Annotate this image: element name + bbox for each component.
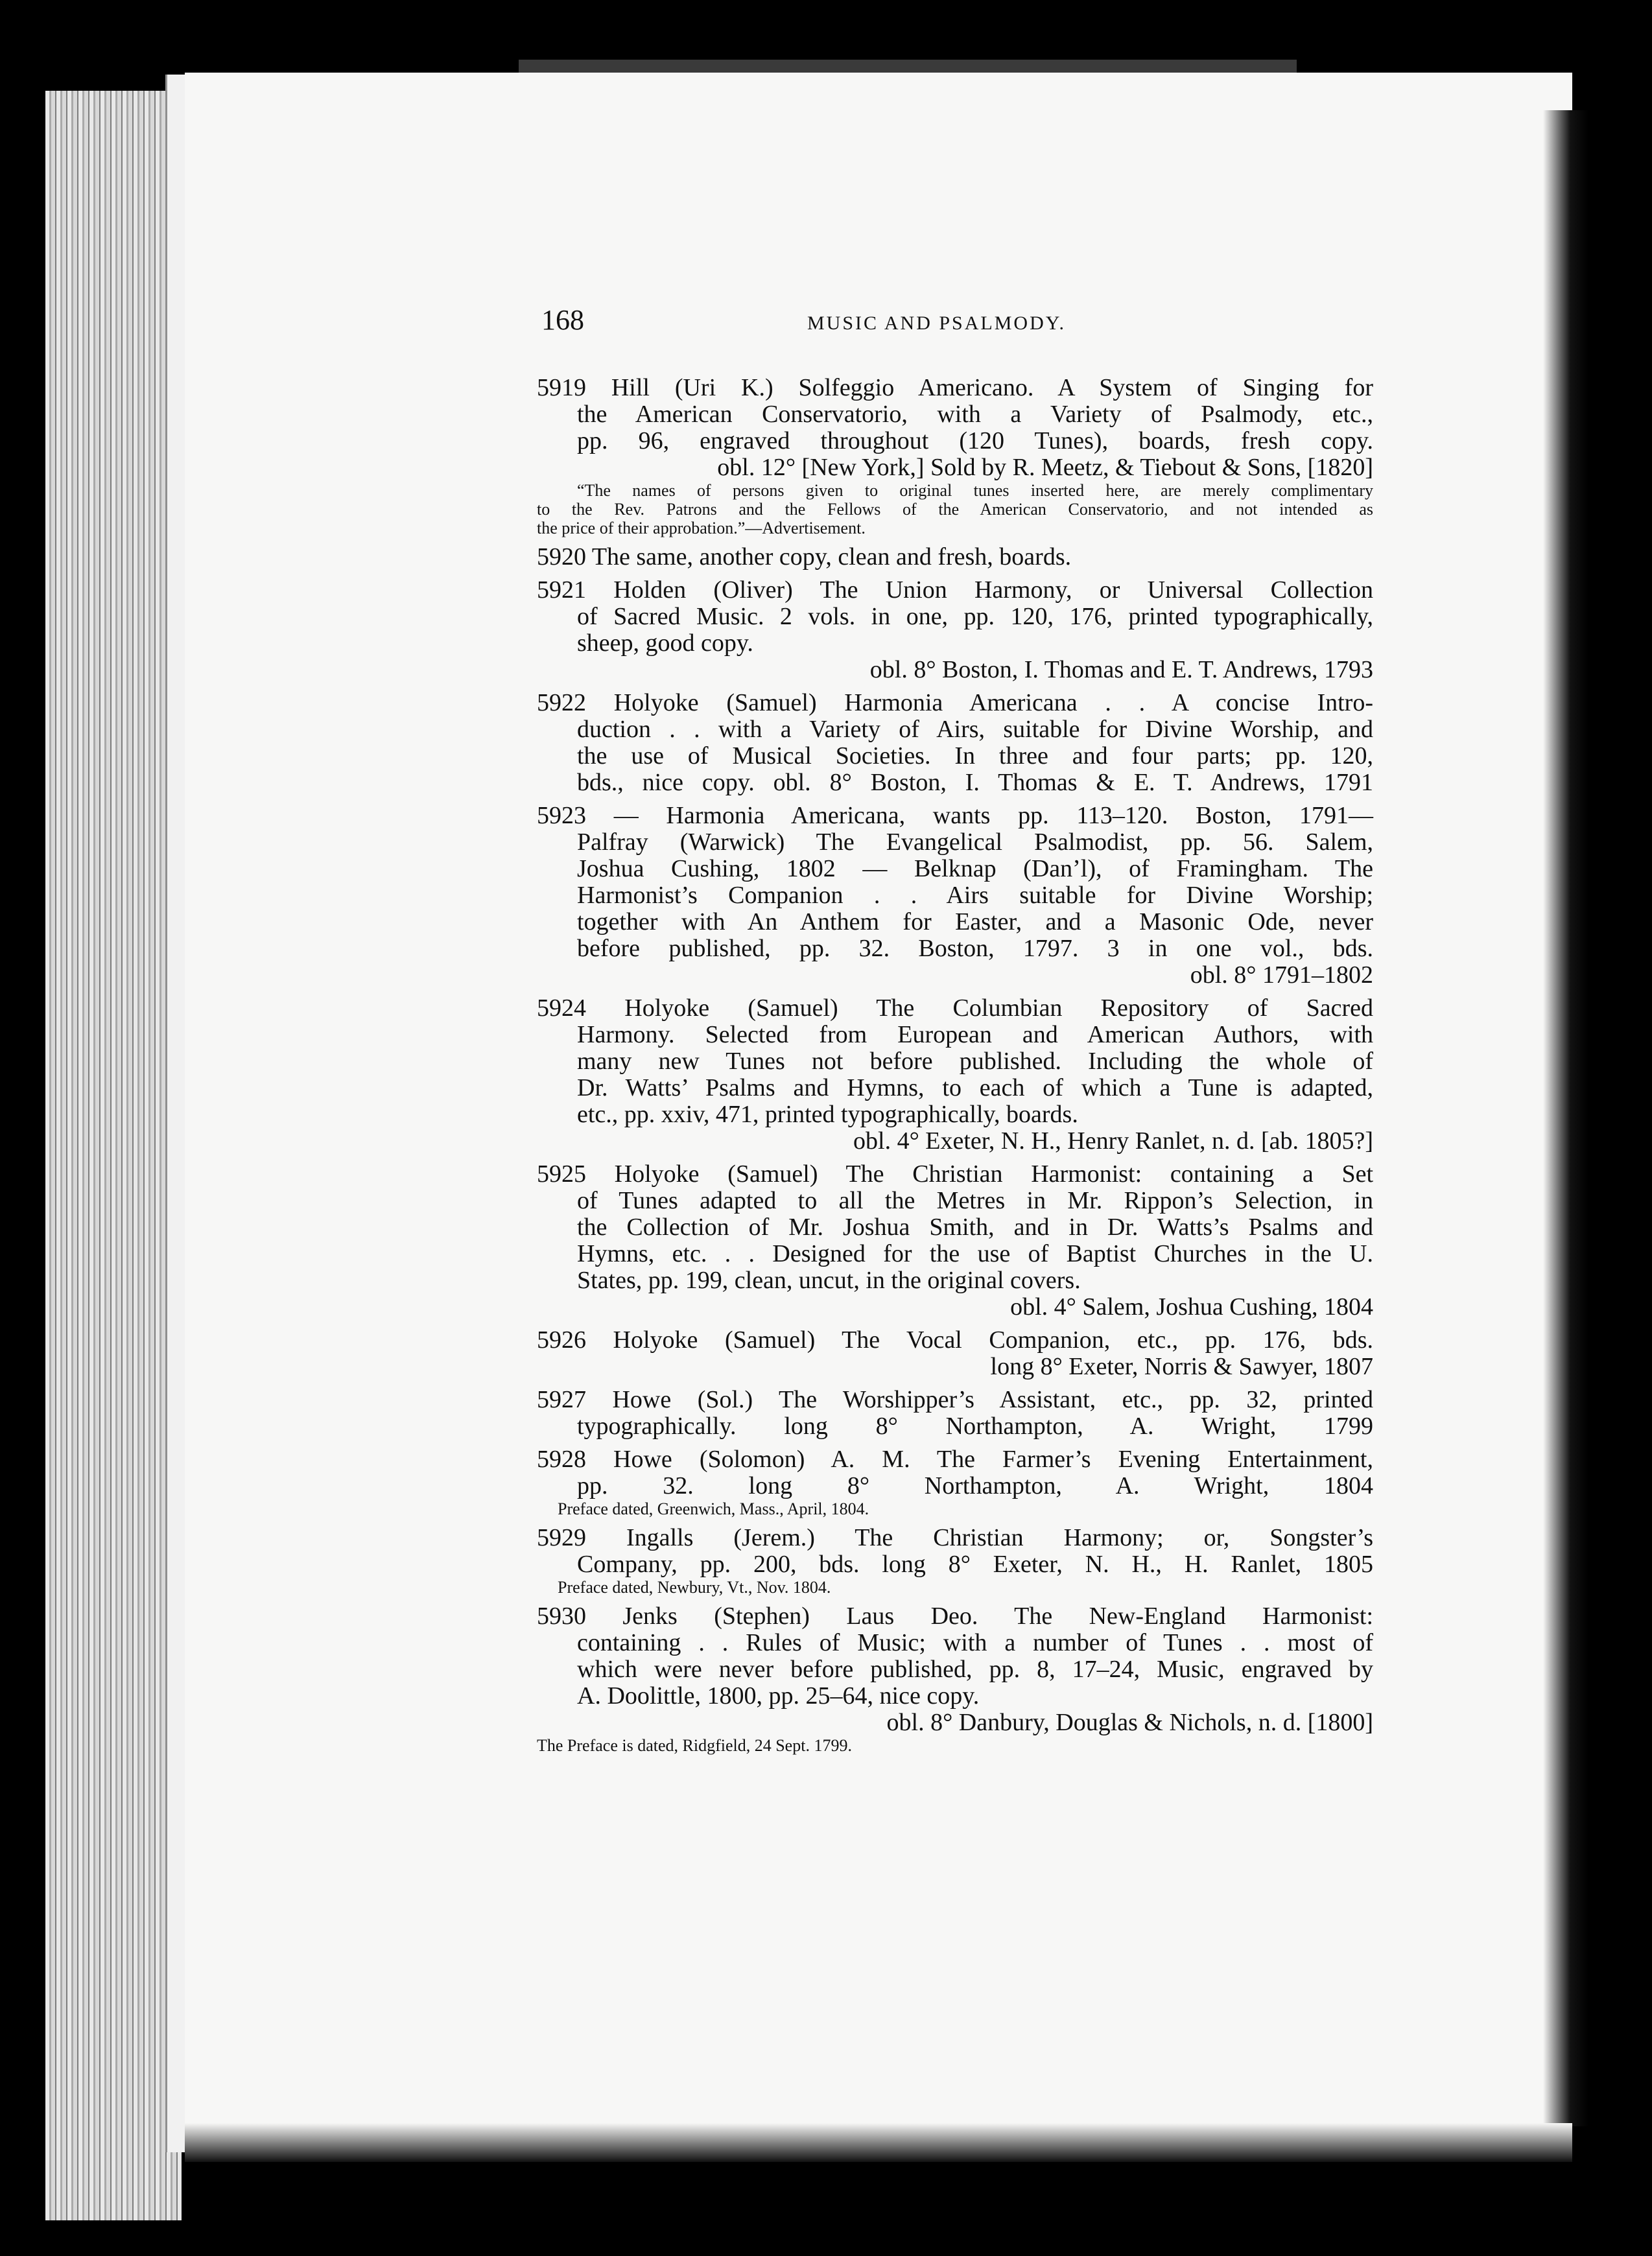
entry-note: to the Rev. Patrons and the Fellows of the American Conservatorio, and not intended as xyxy=(537,500,1373,519)
entry-line: of Tunes adapted to all the Metres in Mr. Rippon’s Selection, in xyxy=(577,1187,1373,1214)
entry-line: the use of Musical Societies. In three and four parts; pp. 120, xyxy=(577,742,1373,770)
catalog-entry-5928 xyxy=(537,1446,1373,1518)
entry-line: sheep, good copy. xyxy=(577,629,753,657)
entry-line: 5927 Howe (Sol.) The Worshipper’s Assistant, etc., pp. 32, printed xyxy=(537,1386,1373,1413)
entry-line: etc., pp. xxiv, 471, printed typographically, boards. xyxy=(577,1101,1078,1128)
entry-line: pp. 32. long 8° Northampton, A. Wright, 1804 xyxy=(577,1472,1373,1499)
entry-line: bds., nice copy. obl. 8° Boston, I. Thomas & E. T. Andrews, 1791 xyxy=(577,769,1373,796)
entry-line: Harmonist’s Companion . . Airs suitable for Divine Worship; xyxy=(577,882,1373,909)
entry-line: 5926 Holyoke (Samuel) The Vocal Companion, etc., pp. 176, bds. xyxy=(537,1326,1373,1354)
entry-line: the Collection of Mr. Joshua Smith, and in Dr. Watts’s Psalms and xyxy=(577,1214,1373,1241)
entry-line: 5922 Holyoke (Samuel) Harmonia Americana . . A concise Intro- xyxy=(537,689,1373,716)
entry-line: Joshua Cushing, 1802 — Belknap (Dan’l), of Framingham. The xyxy=(577,855,1373,882)
imprint-line: long 8° Exeter, Norris & Sawyer, 1807 xyxy=(990,1353,1373,1380)
catalog-entry-5924 xyxy=(537,995,1373,1155)
entry-line: 5921 Holden (Oliver) The Union Harmony, or Universal Collection xyxy=(537,576,1373,604)
entry-line: States, pp. 199, clean, uncut, in the original covers. xyxy=(577,1267,1081,1294)
catalog-entry-5922 xyxy=(537,690,1373,796)
catalog-entry-5929 xyxy=(537,1525,1373,1597)
running-head: MUSIC AND PSALMODY. xyxy=(807,312,1067,334)
entry-line: Company, pp. 200, bds. long 8° Exeter, N. H., H. Ranlet, 1805 xyxy=(577,1551,1373,1578)
entry-line: many new Tunes not before published. Including the whole of xyxy=(577,1048,1373,1075)
entry-line: 5928 Howe (Solomon) A. M. The Farmer’s Evening Entertainment, xyxy=(537,1446,1373,1473)
entry-line: pp. 96, engraved throughout (120 Tunes), boards, fresh copy. xyxy=(577,427,1373,454)
imprint-line: obl. 8° Boston, I. Thomas and E. T. Andrews, 1793 xyxy=(869,656,1373,683)
entry-line: A. Doolittle, 1800, pp. 25–64, nice copy. xyxy=(577,1682,980,1710)
book-page-stack xyxy=(45,91,182,2220)
entry-line: the American Conservatorio, with a Variety of Psalmody, etc., xyxy=(577,401,1373,428)
entry-line: of Sacred Music. 2 vols. in one, pp. 120, 176, printed typographically, xyxy=(577,603,1373,630)
entry-line: 5930 Jenks (Stephen) Laus Deo. The New-England Harmonist: xyxy=(537,1603,1373,1630)
entry-line: 5919 Hill (Uri K.) Solfeggio Americano. A System of Singing for xyxy=(537,374,1373,401)
imprint-line: obl. 4° Exeter, N. H., Henry Ranlet, n. d. [ab. 1805?] xyxy=(853,1127,1373,1155)
catalog-entry-5926 xyxy=(537,1327,1373,1380)
entry-note: Preface dated, Newbury, Vt., Nov. 1804. xyxy=(558,1578,831,1597)
bottom-shadow xyxy=(185,2123,1572,2162)
entry-note: The Preface is dated, Ridgfield, 24 Sept. 1799. xyxy=(537,1736,852,1755)
entry-line: 5920 The same, another copy, clean and fresh, boards. xyxy=(537,543,1072,570)
catalog-entry-5919 xyxy=(537,375,1373,537)
entry-line: which were never before published, pp. 8, 17–24, Music, engraved by xyxy=(577,1656,1373,1683)
imprint-line: obl. 12° [New York,] Sold by R. Meetz, & Tiebout & Sons, [1820] xyxy=(717,454,1373,481)
gutter-shadow xyxy=(1543,110,1588,2126)
entry-line: Dr. Watts’ Psalms and Hymns, to each of which a Tune is adapted, xyxy=(577,1074,1373,1101)
page-number: 168 xyxy=(541,304,584,336)
entry-line: containing . . Rules of Music; with a number of Tunes . . most of xyxy=(577,1629,1373,1656)
imprint-line: obl. 4° Salem, Joshua Cushing, 1804 xyxy=(1010,1293,1373,1321)
entry-line: together with An Anthem for Easter, and a Masonic Ode, never xyxy=(577,908,1373,935)
entry-line: 5925 Holyoke (Samuel) The Christian Harmonist: containing a Set xyxy=(537,1160,1373,1188)
entry-line: typographically. long 8° Northampton, A. Wright, 1799 xyxy=(577,1413,1373,1440)
entry-line: duction . . with a Variety of Airs, suitable for Divine Worship, and xyxy=(577,716,1373,743)
entry-line: Palfray (Warwick) The Evangelical Psalmodist, pp. 56. Salem, xyxy=(577,828,1373,856)
entry-note: the price of their approbation.”—Advertisement. xyxy=(537,519,866,537)
entry-note: Preface dated, Greenwich, Mass., April, 1804. xyxy=(558,1499,869,1518)
catalog-entry-5930 xyxy=(537,1603,1373,1755)
catalog-entry-5927 xyxy=(537,1387,1373,1440)
imprint-line: obl. 8° Danbury, Douglas & Nichols, n. d. [1800] xyxy=(886,1709,1373,1736)
imprint-line: obl. 8° 1791–1802 xyxy=(1190,961,1373,989)
entry-line: Hymns, etc. . . Designed for the use of Baptist Churches in the U. xyxy=(577,1240,1373,1267)
catalog-entries xyxy=(537,375,1373,1761)
entry-line: 5929 Ingalls (Jerem.) The Christian Harmony; or, Songster’s xyxy=(537,1524,1373,1551)
entry-line: 5923 — Harmonia Americana, wants pp. 113–120. Boston, 1791— xyxy=(537,802,1373,829)
catalog-entry-5925 xyxy=(537,1161,1373,1321)
page-header xyxy=(541,303,1358,349)
entry-line: before published, pp. 32. Boston, 1797. 3 in one vol., bds. xyxy=(577,935,1373,962)
catalog-entry-5923 xyxy=(537,803,1373,989)
catalog-entry-5921 xyxy=(537,577,1373,683)
catalog-entry-5920 xyxy=(537,544,1373,570)
entry-line: Harmony. Selected from European and American Authors, with xyxy=(577,1021,1373,1048)
entry-line: 5924 Holyoke (Samuel) The Columbian Repository of Sacred xyxy=(537,994,1373,1022)
entry-note: “The names of persons given to original tunes inserted here, are merely complimentary xyxy=(577,481,1373,500)
